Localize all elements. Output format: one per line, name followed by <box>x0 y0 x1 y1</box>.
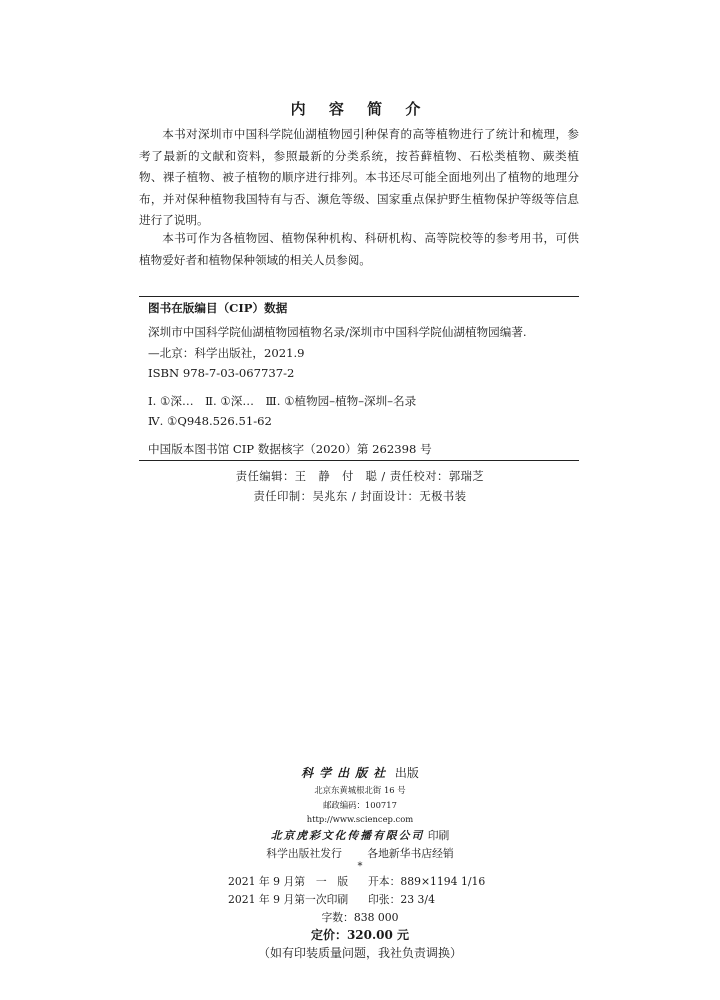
printing-line <box>228 892 435 907</box>
cip-title-line: 深圳市中国科学院仙湖植物园植物名录/深圳市中国科学院仙湖植物园编著. <box>148 325 527 339</box>
staff-editors: 责任编辑：王 静 付 聪 / 责任校对：郭瑞芝 <box>235 470 485 483</box>
cip-heading: 图书在版编目（CIP）数据 <box>148 301 288 315</box>
postal-code: 邮政编码：100717 <box>323 800 397 810</box>
format: 开本：889×1194 1/16 <box>368 875 486 888</box>
cip-isbn: ISBN 978-7-03-067737-2 <box>148 366 295 380</box>
cip-bottom-rule <box>139 460 579 461</box>
staff-production: 责任印制：吴兆东 / 封面设计：无极书装 <box>253 490 467 503</box>
quality-notice: （如有印装质量问题，我社负责调换） <box>257 946 462 960</box>
printer-suffix: 印刷 <box>427 829 450 842</box>
publisher-address: 北京东黄城根北街 16 号 <box>314 785 406 795</box>
edition: 2021 年 9 月第 一 版 <box>228 875 349 888</box>
cip-classification-1: Ⅰ. ①深… Ⅱ. ①深… Ⅲ. ①植物园–植物–深圳–名录 <box>148 394 417 408</box>
sheets: 印张：23 3/4 <box>368 893 435 906</box>
word-count: 字数：838 000 <box>321 911 399 924</box>
printer-line <box>0 828 720 843</box>
publisher-line <box>0 764 720 781</box>
publisher-url: http://www.sciencep.com <box>306 814 414 824</box>
cip-record-number: 中国版本图书馆 CIP 数据核字（2020）第 262398 号 <box>148 442 432 456</box>
publisher-brand: 科学出版社 <box>301 766 392 780</box>
distribution-line: 科学出版社发行 各地新华书店经销 <box>266 847 454 860</box>
separator-star: * <box>357 861 363 872</box>
intro-paragraph-2: 本书可作为各植物园、植物保种机构、科研机构、高等院校等的参考用书，可供植物爱好者和植物保种领域的相关人员参阅。 <box>139 231 579 267</box>
printer-brand: 北京虎彩文化传播有限公司 <box>270 829 425 842</box>
cip-top-rule <box>139 296 579 297</box>
intro-paragraph-1: 本书对深圳市中国科学院仙湖植物园引种保育的高等植物进行了统计和梳理，参考了最新的文献和资料，参照最新的分类系统，按苔藓植物、石松类植物、蕨类植物、裸子植物、被子植物的顺序进行排列。本书还尽可能全面地列出了植物的地理分布，并对保种植物我国特有与否、濒危等级、国家重点保护野生植物保护等级等信息进行了说明。 <box>139 127 579 228</box>
intro-title: 内 容 简 介 <box>290 100 430 118</box>
price: 定价：320.00 元 <box>310 928 410 942</box>
cip-classification-2: Ⅳ. ①Q948.526.51-62 <box>148 414 272 428</box>
publisher-suffix: 出版 <box>394 766 419 780</box>
printing: 2021 年 9 月第一次印刷 <box>228 893 349 906</box>
edition-line <box>228 874 486 889</box>
cip-publisher-line: —北京：科学出版社，2021.9 <box>148 346 305 360</box>
